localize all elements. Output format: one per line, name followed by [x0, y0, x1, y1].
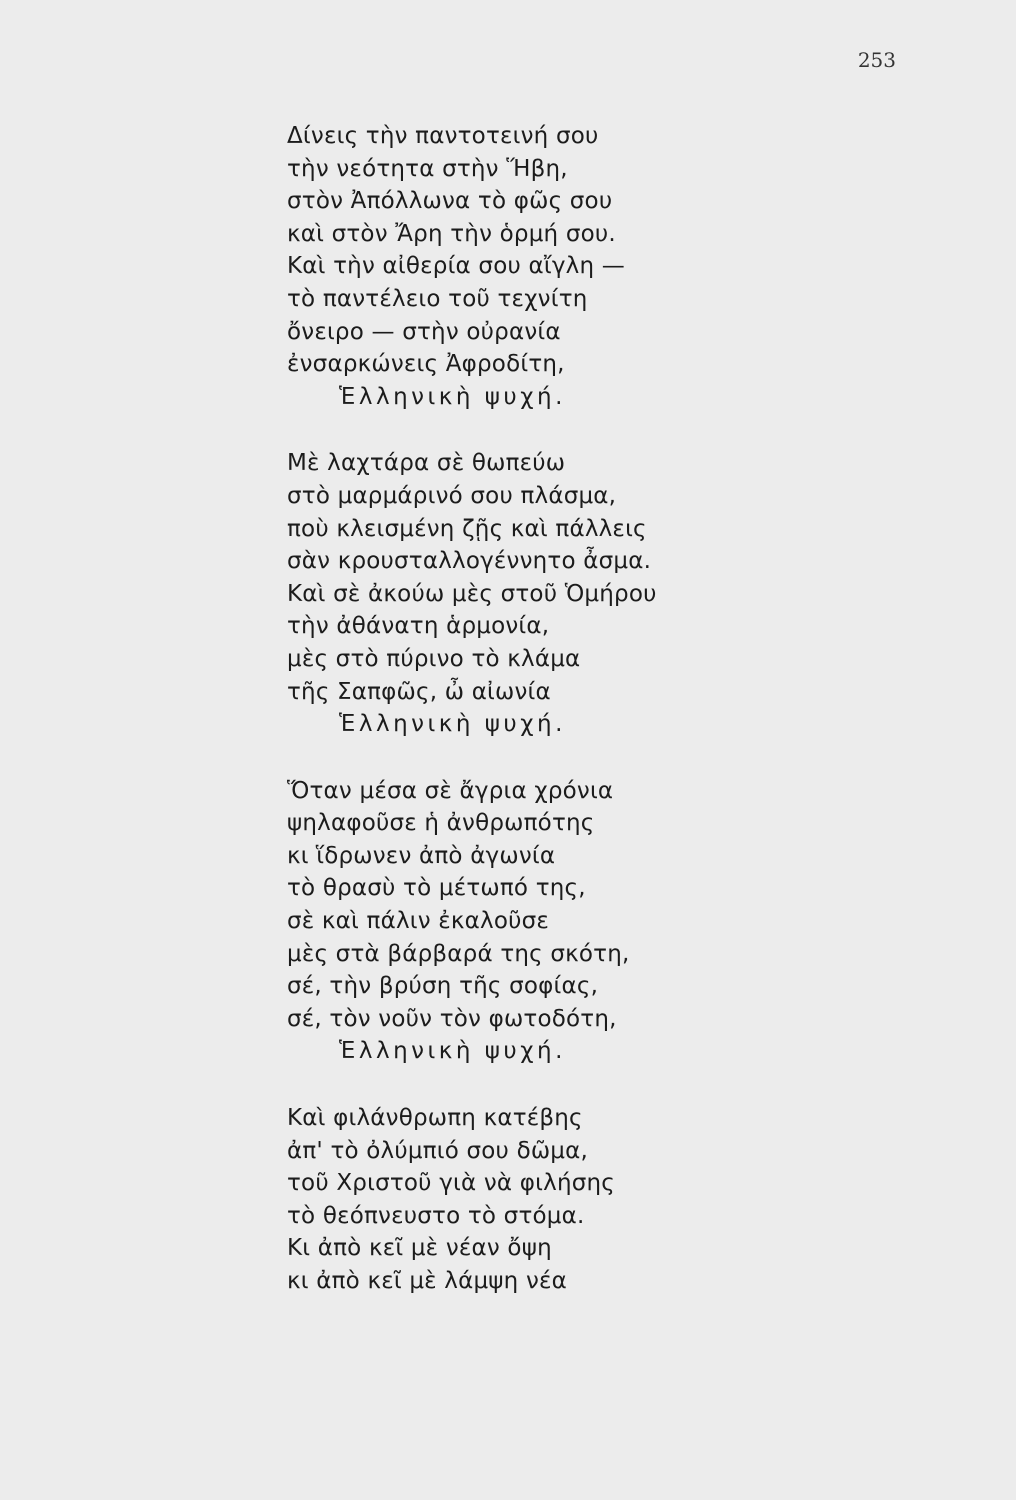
poem-line: μὲς στὸ πύρινο τὸ κλάμα	[287, 645, 581, 672]
poem-line: Καὶ φιλάνθρωπη κατέβης	[287, 1105, 583, 1132]
stanza-4	[287, 1102, 887, 1298]
poem-line: ἀπ' τὸ ὀλύμπιό σου δῶμα,	[287, 1137, 589, 1164]
poem-line: τὸ θεόπνευστο τὸ στόμα.	[287, 1202, 585, 1229]
poem-line: ὄνειρο — στὴν οὐρανία	[287, 318, 561, 345]
poem-line: στὸν Ἀπόλλωνα τὸ φῶς σου	[287, 188, 613, 215]
poem-line: τῆς Σαπφῶς, ὦ αἰωνία	[287, 678, 551, 705]
refrain-line: Ἑλληνικὴ ψυχή.	[339, 711, 566, 738]
poem-line: καὶ στὸν Ἄρη τὴν ὁρμή σου.	[287, 220, 616, 247]
poem-line: Καὶ τὴν αἰθερία σου αἴγλη —	[287, 253, 625, 280]
poem-line: Κι ἀπὸ κεῖ μὲ νέαν ὄψη	[287, 1235, 552, 1262]
page-number: 253	[857, 48, 896, 72]
refrain-line: Ἑλληνικὴ ψυχή.	[339, 383, 566, 410]
poem-line: Καὶ σὲ ἀκούω μὲς στοῦ Ὁμήρου	[287, 580, 657, 607]
poem-line: μὲς στὰ βάρβαρά της σκότη,	[287, 940, 630, 967]
poem-line: σὰν κρουσταλλογέννητο ἆσμα.	[287, 548, 652, 575]
poem-line: ἐνσαρκώνεις Ἀφροδίτη,	[287, 351, 565, 378]
poem-line: σέ, τὸν νοῦν τὸν φωτοδότη,	[287, 1005, 617, 1032]
poem-line: στὸ μαρμάρινό σου πλάσμα,	[287, 482, 617, 509]
poem-line: Μὲ λαχτάρα σὲ θωπεύω	[287, 450, 566, 477]
refrain-line: Ἑλληνικὴ ψυχή.	[339, 1038, 566, 1065]
poem-line: Ὅταν μέσα σὲ ἄγρια χρόνια	[287, 777, 614, 804]
poem-line: τοῦ Χριστοῦ γιὰ νὰ φιλήσης	[287, 1170, 615, 1197]
poem-line: ψηλαφοῦσε ἡ ἀνθρωπότης	[287, 810, 595, 837]
stanza-1	[287, 120, 887, 413]
poem-line: τὸ θρασὺ τὸ μέτωπό της,	[287, 875, 586, 902]
poem-line: Δίνεις τὴν παντοτεινή σου	[287, 123, 599, 149]
poem-line: τὸ παντέλειο τοῦ τεχνίτη	[287, 285, 588, 312]
poem-line: σὲ καὶ πάλιν ἐκαλοῦσε	[287, 908, 550, 935]
poem	[287, 120, 887, 1332]
poem-line: σέ, τὴν βρύση τῆς σοφίας,	[287, 973, 599, 1000]
poem-line: τὴν ἀθάνατη ἁρμονία,	[287, 613, 550, 640]
poem-line: τὴν νεότητα στὴν Ἥβη,	[287, 155, 568, 182]
stanza-3	[287, 775, 887, 1068]
poem-line: κι ἵδρωνεν ἀπὸ ἀγωνία	[287, 842, 556, 869]
poem-line: κι ἀπὸ κεῖ μὲ λάμψη νέα	[287, 1268, 568, 1294]
poem-line: ποὺ κλεισμένη ζῇς καὶ πάλλεις	[287, 515, 647, 542]
stanza-2	[287, 447, 887, 740]
